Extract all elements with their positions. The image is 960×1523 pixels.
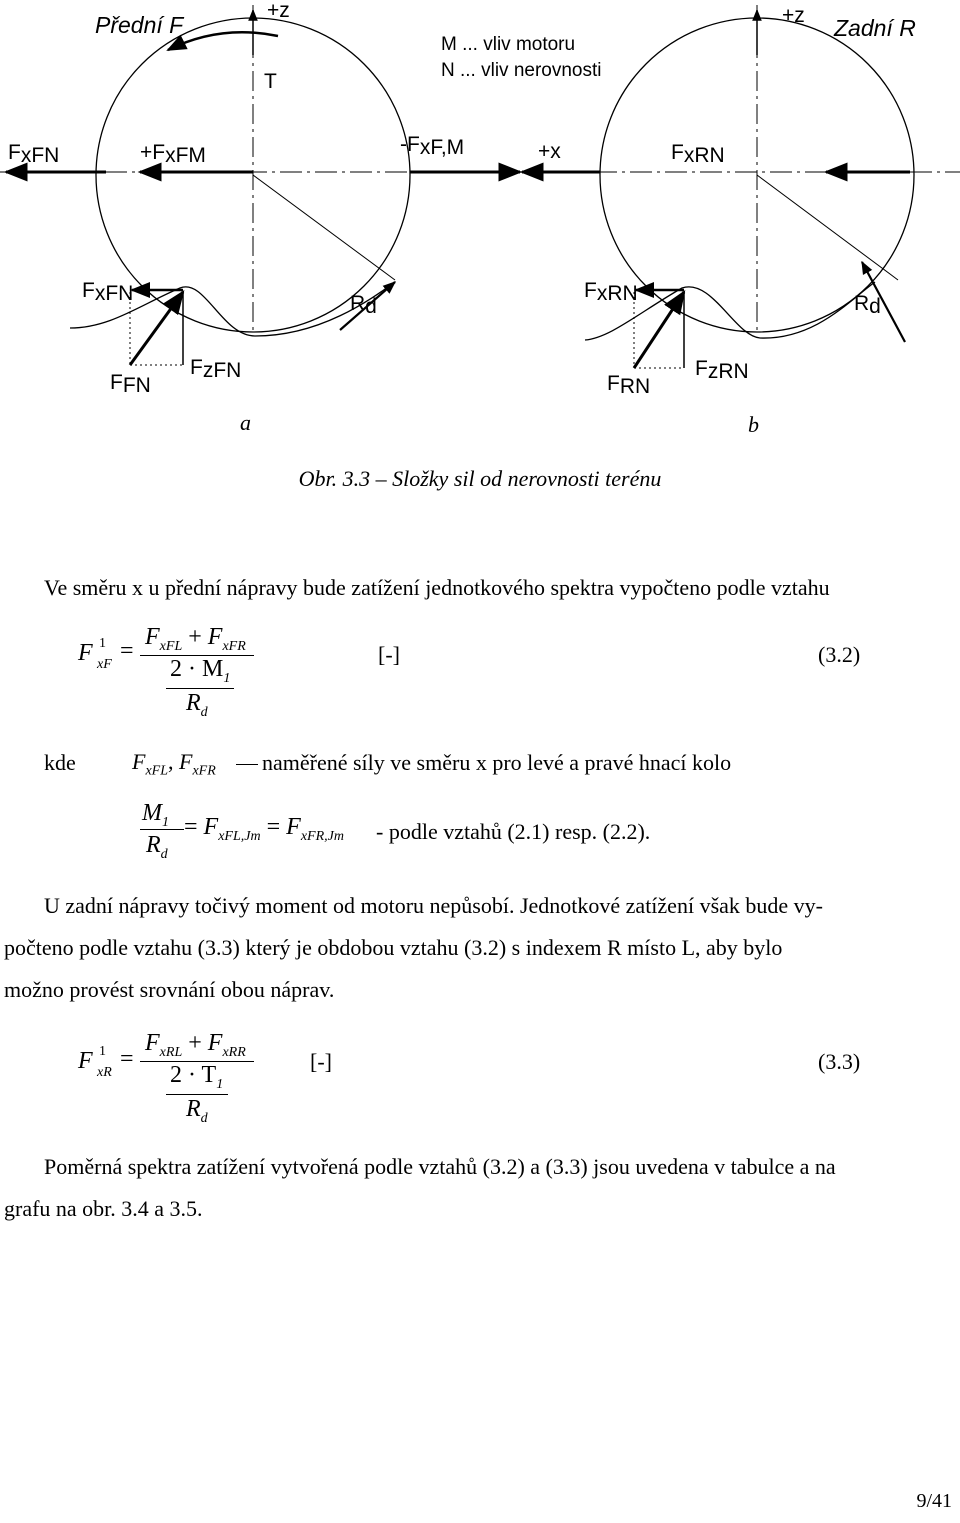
z-axis-right-label: +z [782, 4, 805, 27]
subfigure-b-label: b [748, 412, 759, 437]
z-axis-left-label: +z [267, 0, 290, 22]
eq33-inner-denominator: $R_d$ [186, 1096, 208, 1126]
eq32-inner-fraction-bar [166, 688, 234, 689]
eq32-numerator: $F_{xFL} + F_{xFR}$ [145, 624, 246, 654]
f-zfn-label: FzFN [190, 356, 242, 382]
f-xfm-label: +FxFM [140, 141, 206, 167]
f-xfm-neg-label: -FxF,M [400, 133, 465, 159]
eq33-inner-numerator: $2 \cdot T_1$ [170, 1062, 224, 1092]
f-xfn-bottom-label: FxFN [82, 279, 134, 305]
eq33-lhs-sup: 1 [99, 1044, 106, 1059]
eq32-lhs-sup: 1 [99, 636, 106, 651]
eq32-inner-denominator: $R_d$ [186, 690, 208, 720]
f-rn-label: FRN [607, 372, 651, 398]
paragraph-spectra-line-1: Poměrná spektra zatížení vytvořená podle vztahů (3.2) a (3.3) jsou uvedena v tabulce a na [44, 1154, 836, 1179]
where-note: - podle vztahů (2.1) resp. (2.2). [376, 819, 651, 844]
rd-right-line [757, 175, 898, 280]
legend-terrain: N ... vliv nerovnosti [441, 60, 602, 81]
figure-caption: Obr. 3.3 – Složky sil od nerovnosti terénu [298, 466, 662, 491]
force-diagram [0, 0, 960, 440]
kde-label: kde [44, 750, 76, 775]
eq32-lhs-sub: xF [97, 657, 112, 672]
eq32-unit: [-] [378, 642, 400, 667]
where-m1: $M_1$ [142, 800, 169, 830]
eq32-equals: = [120, 638, 134, 664]
where-forces: $F_{xFL}$, $F_{xFR}$ [132, 749, 216, 779]
eq33-inner-fraction-bar [166, 1094, 228, 1095]
where-dash [236, 764, 258, 765]
subfigure-a-label: a [240, 410, 251, 435]
x-axis-label: +x [538, 140, 561, 163]
page-number: 9/41 [916, 1490, 952, 1512]
f-xrn-bottom-label: FxRN [584, 279, 638, 305]
rd-left-line [253, 175, 395, 280]
eq32-lhs: F [78, 640, 93, 666]
f-xrn-top-label: FxRN [671, 141, 725, 167]
eq33-lhs-sub: xR [97, 1065, 112, 1080]
eq33-unit: [-] [310, 1049, 332, 1074]
paragraph-rear-line-1: U zadní nápravy točivý moment od motoru nepůsobí. Jednotkové zatížení však bude vy- [44, 893, 823, 918]
where-fraction-bar [140, 829, 184, 830]
eq33-numerator: $F_{xRL} + F_{xRR}$ [145, 1030, 246, 1060]
eq33-number: (3.3) [818, 1049, 861, 1074]
moment-label: T [264, 70, 277, 93]
paragraph-rear-line-2: počteno podle vztahu (3.3) který je obdobou vztahu (3.2) s indexem R místo L, aby bylo [4, 935, 783, 960]
f-zrn-label: FzRN [695, 357, 749, 383]
moment-arc [168, 32, 278, 50]
paragraph-rear-line-3: možno provést srovnání obou náprav. [4, 977, 335, 1002]
legend-motor: M ... vliv motoru [441, 34, 576, 55]
eq33-lhs: F [78, 1048, 93, 1074]
f-fn-arrow [130, 292, 183, 365]
paragraph-front-axle: Ve směru x u přední nápravy bude zatížení jednotkového spektra vypočteno podle vztahu [44, 575, 830, 600]
where-description: naměřené síly ve směru x pro levé a pravé hnací kolo [262, 750, 732, 775]
paragraph-spectra-line-2: grafu na obr. 3.4 a 3.5. [4, 1196, 203, 1221]
rd-left-label: Rd [350, 292, 377, 318]
rd-right-label: Rd [854, 292, 881, 318]
f-xfn-top-label: FxFN [8, 141, 60, 167]
eq33-equals: = [120, 1046, 134, 1072]
eq32-number: (3.2) [818, 642, 861, 667]
where-equation: = $F_{xFL,Jm} = F_{xFR,Jm}$ [184, 814, 344, 844]
f-rn-arrow [634, 292, 684, 368]
front-title: Přední F [95, 12, 184, 38]
rear-title: Zadní R [834, 15, 916, 41]
eq32-inner-numerator: $2 \cdot M_1$ [170, 656, 231, 686]
f-fn-label: FFN [110, 371, 151, 397]
where-rd: $R_d$ [146, 832, 168, 862]
